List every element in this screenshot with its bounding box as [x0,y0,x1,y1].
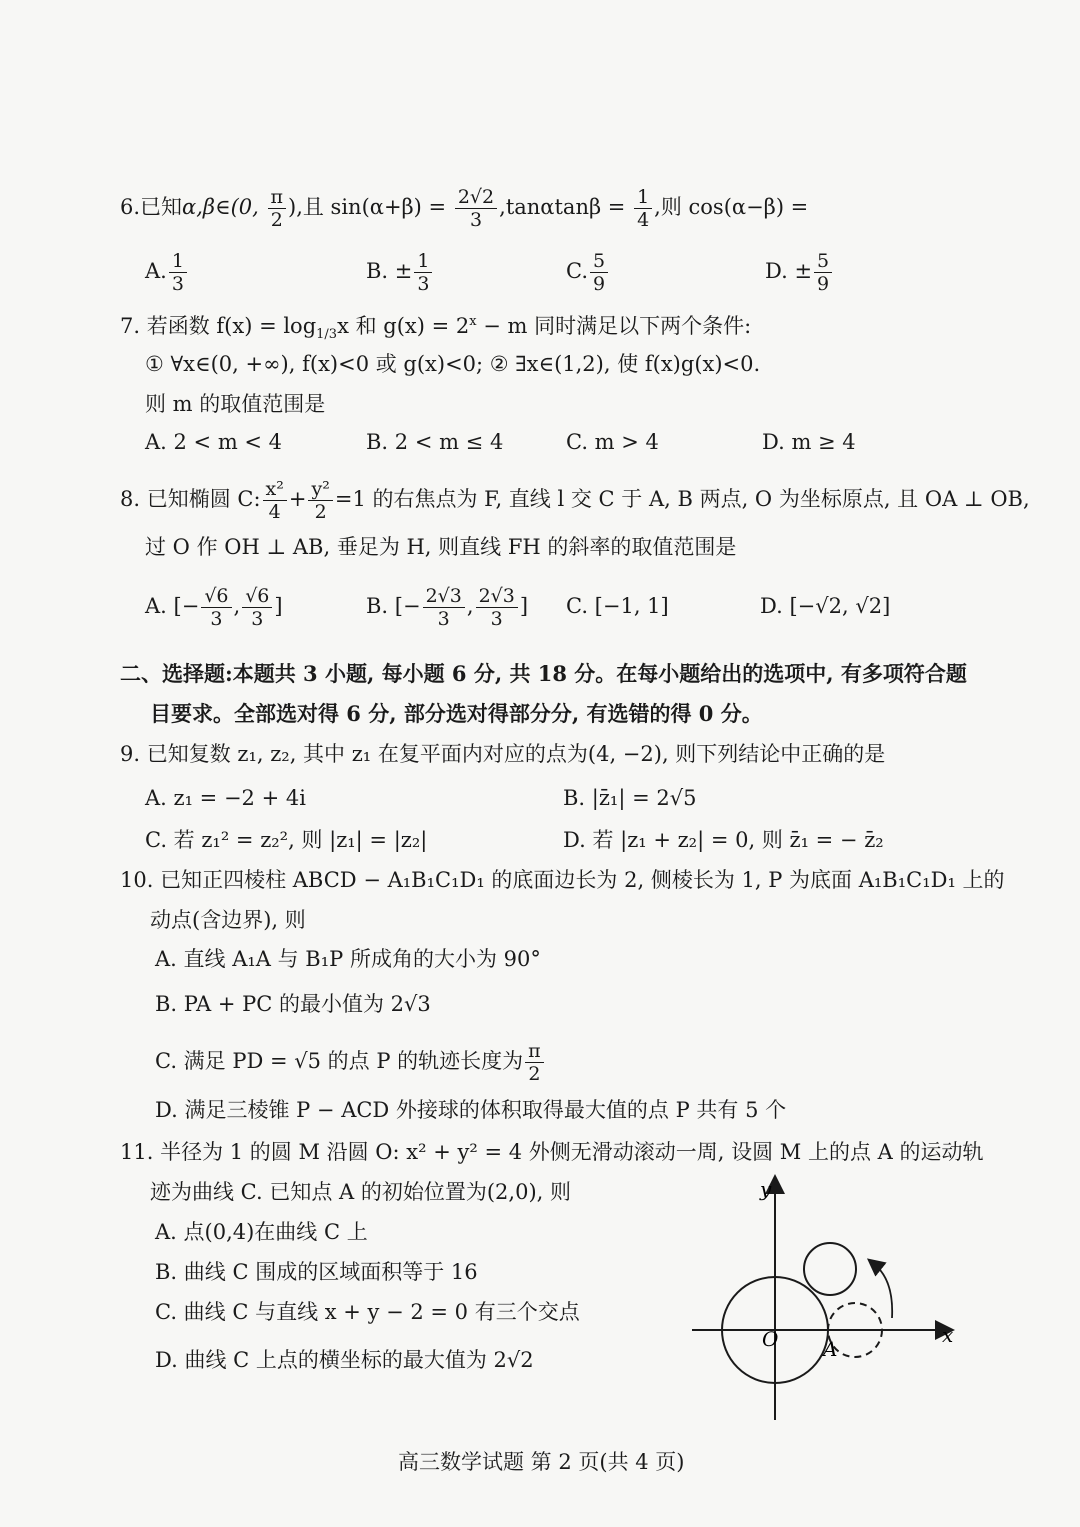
x-axis-label: x [942,1323,954,1347]
q6-option-d: D. ± $\frac{5}{9}$ [765,250,834,295]
q7-option-b: B. 2 < m ≤ 4 [366,430,504,454]
q6-stem: 6.已知α,β∈(0, $\frac{\pi}{2}$ ),且 sin(α+β) = $\frac{2√2}{3}$ ,tanαtanβ = $\frac{1}{4}$ ,则 cos(α−β) = [120,186,809,231]
q7-option-a: A. 2 < m < 4 [145,430,283,454]
q7-conditions: ① ∀x∈(0, +∞), f(x)<0 或 g(x)<0; ② ∃x∈(1,2), 使 f(x)g(x)<0. [145,352,761,376]
q9-option-d: D. 若 |z₁ + z₂| = 0, 则 z̄₁ = − z̄₂ [563,828,884,852]
y-axis-label: y [760,1177,772,1201]
q9-stem: 9. 已知复数 z₁, z₂, 其中 z₁ 在复平面内对应的点为(4, −2), 则下列结论中正确的是 [120,742,886,766]
q10-option-b: B. PA + PC 的最小值为 2√3 [155,992,431,1016]
origin-label: O [762,1327,779,1351]
q8-stem: 8. 已知椭圆 C: $\frac{\text{x²}}{4}$ + $\frac{\text{y²}}{2}$ =1 的右焦点为 F, 直线 l 交 C 于 A, B 两点, O 为坐标原点, 且 OA ⊥ OB, [120,478,1030,523]
q10-stem-line2: 动点(含边界), 则 [150,908,306,932]
q7-stem: 7. 若函数 $f(x) = \log_{1/3}x$ 和 $g(x) = 2^x - m$ 同时满足以下两个条件: [120,314,752,343]
q6-option-b: B. ± $\frac{1}{3}$ [366,250,434,295]
q11-option-c: C. 曲线 C 与直线 x + y − 2 = 0 有三个交点 [155,1300,580,1324]
rotation-arrow [874,1264,892,1318]
q9-option-c: C. 若 z₁² = z₂², 则 |z₁| = |z₂| [145,828,428,852]
q11-figure [680,1170,970,1430]
q10-option-a: A. 直线 A₁A 与 B₁P 所成角的大小为 90° [155,947,541,971]
q6-option-c: C. $\frac{5}{9}$ [566,250,610,295]
q9-option-a: A. z₁ = −2 + 4i [145,786,306,810]
q8-option-b: B. [− $\frac{2√3}{3}$ , $\frac{2√3}{3}$ ] [366,585,529,630]
q7-option-d: D. m ≥ 4 [762,430,856,454]
q8-option-d: D. [−√2, √2] [760,594,891,618]
point-a-label: A [823,1337,838,1361]
q7-question: 则 m 的取值范围是 [145,392,326,416]
q11-stem-line2: 迹为曲线 C. 已知点 A 的初始位置为(2,0), 则 [150,1180,571,1204]
q11-option-b: B. 曲线 C 围成的区域面积等于 16 [155,1260,478,1284]
page-footer: 高三数学试题 第 2 页(共 4 页) [398,1450,685,1474]
section2-heading: 二、选择题:本题共 3 小题, 每小题 6 分, 共 18 分。在每小题给出的选项中, 有多项符合题 [120,661,967,686]
q11-option-d: D. 曲线 C 上点的横坐标的最大值为 2√2 [155,1348,534,1372]
q7-option-c: C. m > 4 [566,430,659,454]
q10-option-d: D. 满足三棱锥 P − ACD 外接球的体积取得最大值的点 P 共有 5 个 [155,1098,787,1122]
q8-option-c: C. [−1, 1] [566,594,669,618]
q10-stem: 10. 已知正四棱柱 ABCD − A₁B₁C₁D₁ 的底面边长为 2, 侧棱长为 1, P 为底面 A₁B₁C₁D₁ 上的 [120,868,1005,892]
q11-option-a: A. 点(0,4)在曲线 C 上 [155,1220,368,1244]
q8-stem-line2: 过 O 作 OH ⊥ AB, 垂足为 H, 则直线 FH 的斜率的取值范围是 [145,535,737,559]
circle-m [804,1243,856,1295]
q10-option-c: C. 满足 PD = √5 的点 P 的轨迹长度为 $\frac{\pi}{2}$ [155,1040,546,1085]
q6-option-a: A. $\frac{1}{3}$ [145,250,189,295]
q8-option-a: A. [− $\frac{√6}{3}$ , $\frac{√6}{3}$ ] [145,585,283,630]
q9-option-b: B. |z̄₁| = 2√5 [563,786,697,810]
section2-heading-line2: 目要求。全部选对得 6 分, 部分选对得部分分, 有选错的得 0 分。 [150,701,763,726]
q11-stem: 11. 半径为 1 的圆 M 沿圆 O: x² + y² = 4 外侧无滑动滚动一周, 设圆 M 上的点 A 的运动轨 [120,1140,984,1164]
